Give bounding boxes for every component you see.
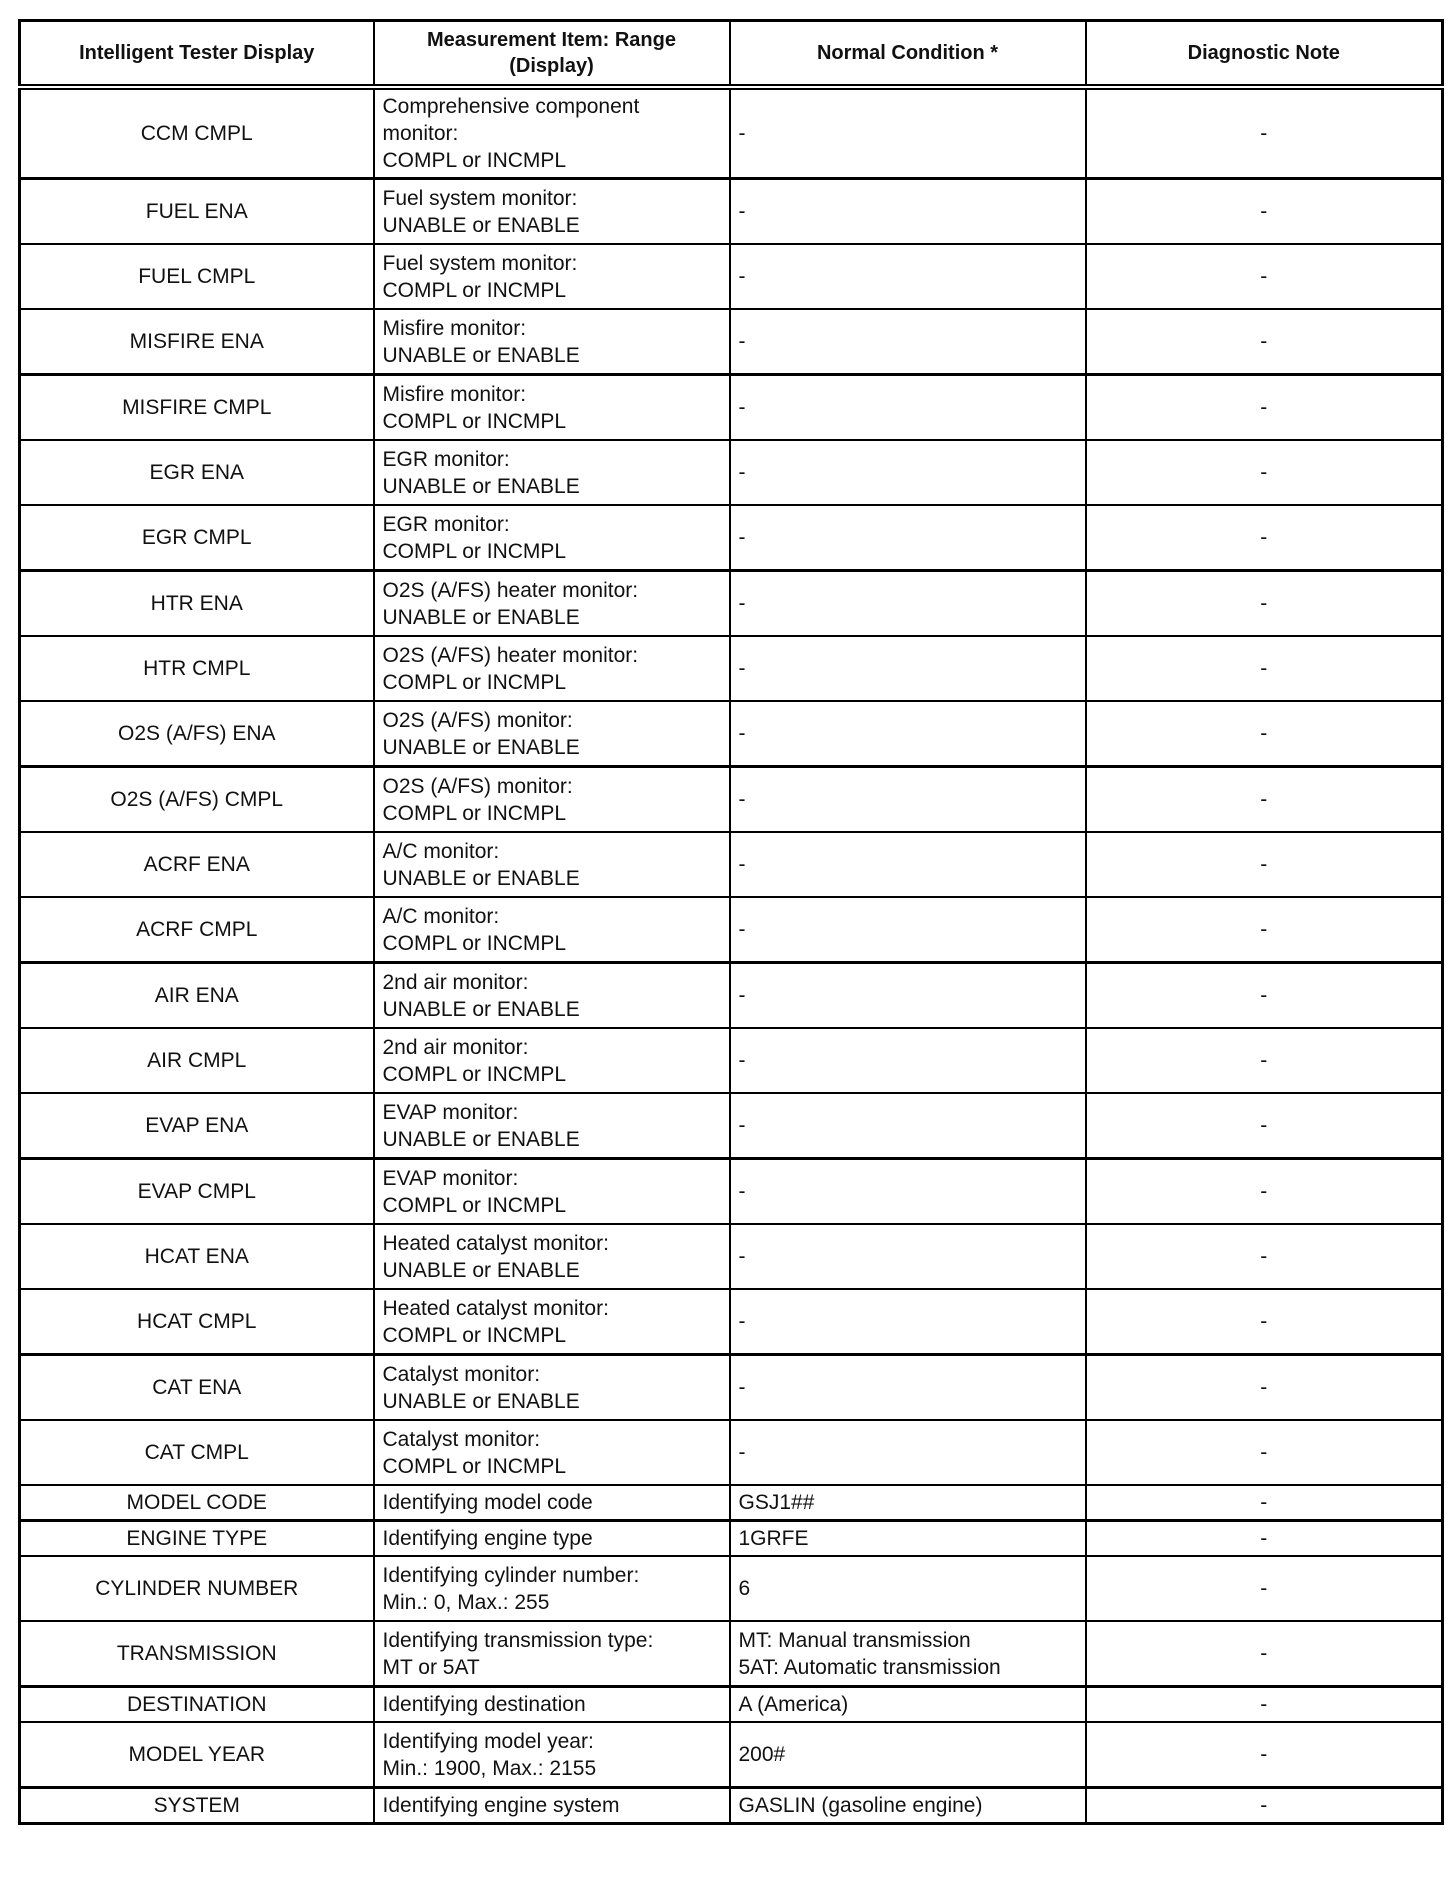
cell-diagnostic-note: - xyxy=(1086,636,1443,701)
table-body xyxy=(20,87,1443,1824)
cell-diagnostic-note: - xyxy=(1086,963,1443,1029)
tester-data-table xyxy=(18,19,1444,1825)
table-row xyxy=(20,1224,1443,1289)
cell-measurement-range xyxy=(374,1722,730,1788)
normal-line: 200# xyxy=(738,1743,786,1766)
table-header xyxy=(20,21,1443,88)
table-row xyxy=(20,179,1443,245)
header-row xyxy=(20,21,1443,88)
cell-normal-condition xyxy=(730,1521,1086,1557)
cell-diagnostic-note: - xyxy=(1086,1028,1443,1093)
cell-measurement-range xyxy=(374,1028,730,1093)
cell-diagnostic-note: - xyxy=(1086,375,1443,441)
cell-normal-condition xyxy=(730,505,1086,571)
normal-line: - xyxy=(738,396,746,419)
normal-line: - xyxy=(738,1376,746,1399)
cell-diagnostic-note: - xyxy=(1086,1159,1443,1225)
normal-line: GASLIN (gasoline engine) xyxy=(738,1794,983,1817)
cell-tester-display: HTR ENA xyxy=(20,571,374,637)
table-row xyxy=(20,440,1443,505)
table-row xyxy=(20,1159,1443,1225)
table-row xyxy=(20,963,1443,1029)
normal-line: - xyxy=(738,657,746,680)
cell-measurement-range xyxy=(374,1289,730,1355)
cell-diagnostic-note: - xyxy=(1086,505,1443,571)
range-line: O2S (A/FS) monitor: xyxy=(382,774,573,798)
normal-line: - xyxy=(738,722,746,745)
range-line: UNABLE or ENABLE xyxy=(382,1258,580,1282)
cell-diagnostic-note: - xyxy=(1086,1722,1443,1788)
cell-measurement-range xyxy=(374,1556,730,1621)
cell-diagnostic-note: - xyxy=(1086,832,1443,897)
range-line: A/C monitor: xyxy=(382,904,500,928)
cell-measurement-range xyxy=(374,1224,730,1289)
cell-tester-display: HTR CMPL xyxy=(20,636,374,701)
table-row xyxy=(20,1485,1443,1521)
cell-diagnostic-note: - xyxy=(1086,1521,1443,1557)
normal-line: - xyxy=(738,330,746,353)
normal-line: 5AT: Automatic transmission xyxy=(738,1655,1001,1679)
range-line: Comprehensive component xyxy=(382,95,640,118)
normal-line: - xyxy=(738,1310,746,1333)
range-line: EVAP monitor: xyxy=(382,1166,519,1190)
normal-line: - xyxy=(738,1049,746,1072)
header-measurement-item xyxy=(374,21,730,88)
table-row xyxy=(20,1521,1443,1557)
cell-measurement-range xyxy=(374,1521,730,1557)
normal-line: 6 xyxy=(738,1577,751,1600)
table-row xyxy=(20,1621,1443,1687)
range-line: Identifying engine type xyxy=(382,1527,593,1550)
cell-measurement-range xyxy=(374,440,730,505)
range-line: Identifying model year: xyxy=(382,1729,594,1753)
cell-measurement-range xyxy=(374,701,730,767)
normal-line: - xyxy=(738,265,746,288)
range-line: UNABLE or ENABLE xyxy=(382,605,580,629)
header-tester-display: Intelligent Tester Display xyxy=(20,21,374,88)
cell-diagnostic-note: - xyxy=(1086,1289,1443,1355)
table-row xyxy=(20,1028,1443,1093)
normal-line: - xyxy=(738,984,746,1007)
cell-diagnostic-note: - xyxy=(1086,87,1443,179)
cell-tester-display: FUEL CMPL xyxy=(20,244,374,309)
table-row xyxy=(20,1420,1443,1485)
cell-normal-condition xyxy=(730,1722,1086,1788)
range-line: Identifying model code xyxy=(382,1491,593,1514)
table-row xyxy=(20,897,1443,963)
cell-measurement-range xyxy=(374,1788,730,1824)
cell-measurement-range xyxy=(374,1621,730,1687)
range-line: COMPL or INCMPL xyxy=(382,1454,567,1478)
cell-tester-display: AIR ENA xyxy=(20,963,374,1029)
cell-measurement-range xyxy=(374,767,730,833)
range-line: COMPL or INCMPL xyxy=(382,801,567,825)
cell-tester-display: CAT ENA xyxy=(20,1355,374,1421)
cell-tester-display: MISFIRE CMPL xyxy=(20,375,374,441)
cell-tester-display: EVAP CMPL xyxy=(20,1159,374,1225)
range-line: Min.: 1900, Max.: 2155 xyxy=(382,1756,597,1780)
range-line: COMPL or INCMPL xyxy=(382,670,567,694)
cell-measurement-range xyxy=(374,375,730,441)
cell-tester-display: MODEL CODE xyxy=(20,1485,374,1521)
cell-tester-display: EGR ENA xyxy=(20,440,374,505)
cell-measurement-range xyxy=(374,1485,730,1521)
cell-tester-display: ACRF ENA xyxy=(20,832,374,897)
cell-tester-display: CAT CMPL xyxy=(20,1420,374,1485)
table-row xyxy=(20,375,1443,441)
range-line: EGR monitor: xyxy=(382,447,510,471)
cell-normal-condition xyxy=(730,767,1086,833)
range-line: UNABLE or ENABLE xyxy=(382,343,580,367)
normal-line: - xyxy=(738,853,746,876)
cell-measurement-range xyxy=(374,832,730,897)
header-measurement-line: (Display) xyxy=(509,55,594,77)
cell-normal-condition xyxy=(730,832,1086,897)
normal-line: - xyxy=(738,122,746,145)
normal-line: GSJ1## xyxy=(738,1491,815,1514)
cell-normal-condition xyxy=(730,701,1086,767)
range-line: UNABLE or ENABLE xyxy=(382,1389,580,1413)
normal-line: 1GRFE xyxy=(738,1527,809,1550)
normal-line: - xyxy=(738,1245,746,1268)
cell-normal-condition xyxy=(730,1224,1086,1289)
cell-diagnostic-note: - xyxy=(1086,897,1443,963)
range-line: A/C monitor: xyxy=(382,839,500,863)
range-line: COMPL or INCMPL xyxy=(382,1323,567,1347)
cell-tester-display: MISFIRE ENA xyxy=(20,309,374,375)
cell-normal-condition xyxy=(730,1355,1086,1421)
cell-normal-condition xyxy=(730,963,1086,1029)
cell-measurement-range xyxy=(374,505,730,571)
cell-tester-display: ENGINE TYPE xyxy=(20,1521,374,1557)
normal-line: - xyxy=(738,592,746,615)
cell-tester-display: ACRF CMPL xyxy=(20,897,374,963)
cell-normal-condition xyxy=(730,1556,1086,1621)
cell-normal-condition xyxy=(730,636,1086,701)
cell-diagnostic-note: - xyxy=(1086,179,1443,245)
cell-tester-display: EGR CMPL xyxy=(20,505,374,571)
table-row xyxy=(20,1722,1443,1788)
cell-normal-condition xyxy=(730,309,1086,375)
range-line: 2nd air monitor: xyxy=(382,970,529,994)
cell-tester-display: HCAT CMPL xyxy=(20,1289,374,1355)
range-line: monitor: xyxy=(382,122,459,145)
table-row xyxy=(20,309,1443,375)
range-line: EVAP monitor: xyxy=(382,1100,519,1124)
normal-line: - xyxy=(738,918,746,941)
cell-normal-condition xyxy=(730,1093,1086,1159)
cell-measurement-range xyxy=(374,1159,730,1225)
cell-diagnostic-note: - xyxy=(1086,1485,1443,1521)
cell-measurement-range xyxy=(374,897,730,963)
cell-normal-condition xyxy=(730,571,1086,637)
cell-measurement-range xyxy=(374,309,730,375)
cell-measurement-range xyxy=(374,1355,730,1421)
normal-line: - xyxy=(738,1180,746,1203)
range-line: Heated catalyst monitor: xyxy=(382,1231,609,1255)
normal-line: - xyxy=(738,461,746,484)
cell-normal-condition xyxy=(730,87,1086,179)
cell-tester-display: CYLINDER NUMBER xyxy=(20,1556,374,1621)
range-line: O2S (A/FS) heater monitor: xyxy=(382,578,639,602)
range-line: Min.: 0, Max.: 255 xyxy=(382,1590,550,1614)
range-line: COMPL or INCMPL xyxy=(382,409,567,433)
table-row xyxy=(20,571,1443,637)
table-row xyxy=(20,636,1443,701)
range-line: O2S (A/FS) monitor: xyxy=(382,708,573,732)
table-row xyxy=(20,505,1443,571)
cell-tester-display: DESTINATION xyxy=(20,1687,374,1723)
range-line: Fuel system monitor: xyxy=(382,186,578,210)
cell-diagnostic-note: - xyxy=(1086,767,1443,833)
cell-normal-condition xyxy=(730,1687,1086,1723)
cell-normal-condition xyxy=(730,440,1086,505)
cell-tester-display: CCM CMPL xyxy=(20,87,374,179)
range-line: Fuel system monitor: xyxy=(382,251,578,275)
cell-tester-display: TRANSMISSION xyxy=(20,1621,374,1687)
cell-tester-display: HCAT ENA xyxy=(20,1224,374,1289)
header-normal-condition: Normal Condition * xyxy=(730,21,1086,88)
table-row xyxy=(20,701,1443,767)
range-line: COMPL or INCMPL xyxy=(382,1193,567,1217)
table-row xyxy=(20,1788,1443,1824)
cell-normal-condition xyxy=(730,375,1086,441)
range-line: COMPL or INCMPL xyxy=(382,149,567,172)
table-row xyxy=(20,244,1443,309)
diagnostic-data-page xyxy=(18,19,1441,1825)
cell-measurement-range xyxy=(374,963,730,1029)
cell-diagnostic-note: - xyxy=(1086,244,1443,309)
cell-diagnostic-note: - xyxy=(1086,1355,1443,1421)
range-line: COMPL or INCMPL xyxy=(382,278,567,302)
cell-diagnostic-note: - xyxy=(1086,701,1443,767)
normal-line: A (America) xyxy=(738,1693,849,1716)
range-line: Identifying destination xyxy=(382,1693,586,1716)
table-row xyxy=(20,1289,1443,1355)
cell-normal-condition xyxy=(730,1289,1086,1355)
range-line: MT or 5AT xyxy=(382,1655,480,1679)
range-line: COMPL or INCMPL xyxy=(382,931,567,955)
normal-line: - xyxy=(738,1441,746,1464)
range-line: UNABLE or ENABLE xyxy=(382,997,580,1021)
range-line: Misfire monitor: xyxy=(382,382,527,406)
cell-tester-display: AIR CMPL xyxy=(20,1028,374,1093)
cell-measurement-range xyxy=(374,1687,730,1723)
range-line: Identifying cylinder number: xyxy=(382,1563,640,1587)
table-row xyxy=(20,1687,1443,1723)
header-measurement-line: Measurement Item: Range xyxy=(427,29,676,51)
cell-measurement-range xyxy=(374,571,730,637)
cell-diagnostic-note: - xyxy=(1086,1621,1443,1687)
table-row xyxy=(20,1355,1443,1421)
normal-line: - xyxy=(738,1114,746,1137)
range-line: UNABLE or ENABLE xyxy=(382,213,580,237)
cell-diagnostic-note: - xyxy=(1086,1420,1443,1485)
range-line: EGR monitor: xyxy=(382,512,510,536)
cell-normal-condition xyxy=(730,1420,1086,1485)
cell-diagnostic-note: - xyxy=(1086,571,1443,637)
table-row xyxy=(20,832,1443,897)
range-line: Misfire monitor: xyxy=(382,316,527,340)
range-line: Heated catalyst monitor: xyxy=(382,1296,609,1320)
cell-normal-condition xyxy=(730,179,1086,245)
normal-line: MT: Manual transmission xyxy=(738,1628,971,1652)
range-line: COMPL or INCMPL xyxy=(382,1062,567,1086)
cell-diagnostic-note: - xyxy=(1086,309,1443,375)
range-line: UNABLE or ENABLE xyxy=(382,735,580,759)
normal-line: - xyxy=(738,200,746,223)
cell-diagnostic-note: - xyxy=(1086,1224,1443,1289)
cell-diagnostic-note: - xyxy=(1086,1788,1443,1824)
range-line: Catalyst monitor: xyxy=(382,1427,541,1451)
table-row xyxy=(20,87,1443,179)
cell-normal-condition xyxy=(730,1485,1086,1521)
cell-normal-condition xyxy=(730,1621,1086,1687)
cell-measurement-range xyxy=(374,636,730,701)
cell-diagnostic-note: - xyxy=(1086,440,1443,505)
cell-tester-display: O2S (A/FS) ENA xyxy=(20,701,374,767)
range-line: O2S (A/FS) heater monitor: xyxy=(382,643,639,667)
cell-tester-display: EVAP ENA xyxy=(20,1093,374,1159)
range-line: Identifying transmission type: xyxy=(382,1628,654,1652)
cell-normal-condition xyxy=(730,1028,1086,1093)
range-line: COMPL or INCMPL xyxy=(382,539,567,563)
normal-line: - xyxy=(738,526,746,549)
cell-tester-display: O2S (A/FS) CMPL xyxy=(20,767,374,833)
table-row xyxy=(20,767,1443,833)
cell-diagnostic-note: - xyxy=(1086,1687,1443,1723)
cell-measurement-range xyxy=(374,179,730,245)
cell-measurement-range xyxy=(374,244,730,309)
table-row xyxy=(20,1093,1443,1159)
range-line: UNABLE or ENABLE xyxy=(382,866,580,890)
cell-measurement-range xyxy=(374,1093,730,1159)
range-line: Identifying engine system xyxy=(382,1794,620,1817)
table-row xyxy=(20,1556,1443,1621)
cell-normal-condition xyxy=(730,1788,1086,1824)
cell-measurement-range xyxy=(374,87,730,179)
cell-normal-condition xyxy=(730,244,1086,309)
cell-normal-condition xyxy=(730,1159,1086,1225)
range-line: 2nd air monitor: xyxy=(382,1035,529,1059)
cell-normal-condition xyxy=(730,897,1086,963)
range-line: Catalyst monitor: xyxy=(382,1362,541,1386)
cell-tester-display: SYSTEM xyxy=(20,1788,374,1824)
range-line: UNABLE or ENABLE xyxy=(382,474,580,498)
cell-tester-display: FUEL ENA xyxy=(20,179,374,245)
header-diagnostic-note: Diagnostic Note xyxy=(1086,21,1443,88)
cell-tester-display: MODEL YEAR xyxy=(20,1722,374,1788)
cell-measurement-range xyxy=(374,1420,730,1485)
cell-diagnostic-note: - xyxy=(1086,1556,1443,1621)
range-line: UNABLE or ENABLE xyxy=(382,1127,580,1151)
cell-diagnostic-note: - xyxy=(1086,1093,1443,1159)
normal-line: - xyxy=(738,788,746,811)
